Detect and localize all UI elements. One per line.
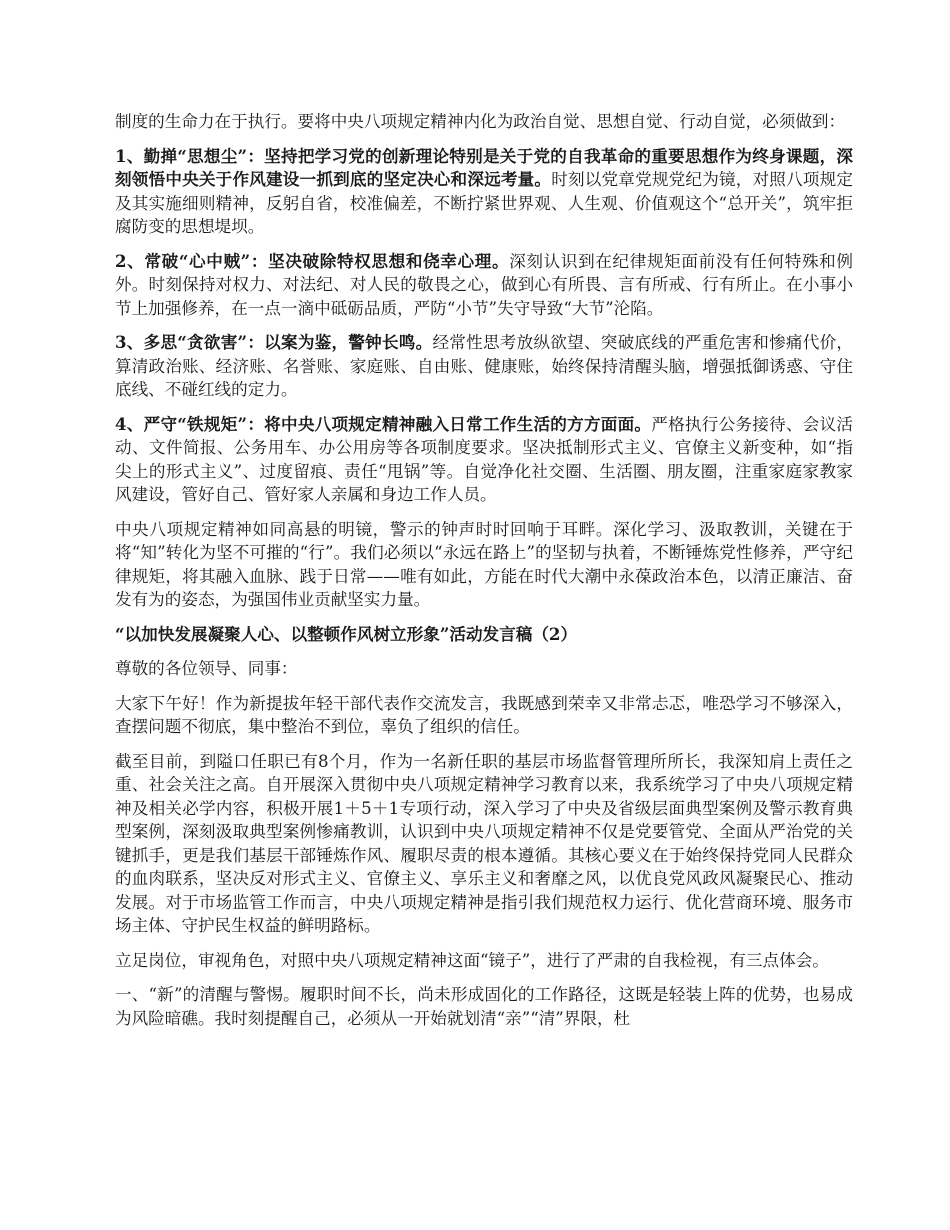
paragraph-background — [115, 750, 853, 938]
section-heading — [115, 623, 853, 647]
paragraph-text: 严格执行公务接待、会议活动、文件简报、公务用车、办公用房等各项制度要求。坚决抵制形式主义、官僚主义新变种，如“指尖上的形式主义”、过度留痕、责任“甩锅”等。自觉净化社交圈、生活圈、朋友圈，注重家庭家教家风建设，管好自己、管好家人亲属和身边工作人员。 — [115, 414, 853, 504]
heading-text: “以加快发展凝聚人心、以整顿作风树立形象”活动发言稿（2） — [115, 623, 578, 644]
paragraph-point-1 — [115, 145, 853, 239]
paragraph-text: 深刻认识到在纪律规矩面前没有任何特殊和例外。时刻保持对权力、对法纪、对人民的敬畏之心，做到心有所畏、言有所戒、行有所止。在小事小节上加强修养，在一点一滴中砥砺品质，严防“小节”失守导致“大节”沦陷。 — [115, 251, 853, 318]
paragraph-lead: 2、常破“心中贼”：坚决破除特权思想和侥幸心理。 — [115, 250, 510, 271]
paragraph-point-2 — [115, 250, 853, 321]
paragraph-text: 一、“新”的清醒与警惕。履职时间不长，尚未形成固化的工作路径，这既是轻装上阵的优势，也易成为风险暗礁。我时刻提醒自己，必须从一开始就划清“亲”“清”界限，杜 — [115, 985, 853, 1028]
paragraph-text: 尊敬的各位领导、同事： — [115, 659, 298, 678]
paragraph-self-review — [115, 949, 853, 973]
paragraph-text: 经常性思考放纵欲望、突破底线的严重危害和惨痛代价，算清政治账、经济账、名誉账、家庭账、自由账、健康账，始终保持清醒头脑，增强抵御诱惑、守住底线、不碰红线的定力。 — [115, 333, 853, 399]
paragraph-conclusion — [115, 518, 853, 612]
paragraph-text: 时刻以党章党规党纪为镜，对照八项规定及其实施细则精神，反躬自省，校准偏差，不断拧紧世界观、人生观、价值观这个“总开关”，筑牢拒腐防变的思想堤坝。 — [115, 170, 854, 236]
salutation — [115, 657, 853, 681]
paragraph-greeting — [115, 692, 853, 739]
paragraph-text: 大家下午好！作为新提拔年轻干部代表作交流发言，我既感到荣幸又非常忐忑，唯恐学习不够深入，查摆问题不彻底，集中整治不到位，辜负了组织的信任。 — [115, 693, 853, 736]
paragraph-lead: 3、多思“贪欲害”：以案为鉴，警钟长鸣。 — [115, 332, 433, 352]
paragraph-text: 中央八项规定精神如同高悬的明镜，警示的钟声时时回响于耳畔。深化学习、汲取教训，关键在于将“知”转化为坚不可摧的“行”。我们必须以“永远在路上”的坚韧与执着，不断锤炼党性修养，严守纪律规矩，将其融入血脉、践于日常——唯有如此，方能在时代大潮中永葆政治本色，以清正廉洁、奋发有为的姿态，为强国伟业贡献坚实力量。 — [115, 519, 853, 609]
paragraph-point-3 — [115, 331, 853, 402]
paragraph-lead: 1、勤掸“思想尘”：坚持把学习党的创新理论特别是关于党的自我革命的重要思想作为终身课题，深刻领悟中央关于作风建设一抓到底的坚定决心和深远考量。 — [115, 145, 853, 189]
paragraph-text: 立足岗位，审视角色，对照中央八项规定精神这面“镜子”，进行了严肃的自我检视，有三点体会。 — [115, 950, 829, 970]
paragraph-text: 截至目前，到隘口任职已有8个月，作为一名新任职的基层市场监督管理所所长，我深知肩上责任之重、社会关注之高。自开展深入贯彻中央八项规定精神学习教育以来，我系统学习了中央八项规定精神及相关必学内容，积极开展1＋5＋1专项行动，深入学习了中央及省级层面典型案例及警示教育典型案例，深刻汲取典型案例惨痛教训，认识到中央八项规定精神不仅是党要管党、全面从严治党的关键抓手，更是我们基层干部锤炼作风、履职尽责的根本遵循。其核心要义在于始终保持党同人民群众的血肉联系，坚决反对形式主义、官僚主义、享乐主义和奢靡之风，以优良党风政风凝聚民心、推动发展。对于市场监管工作而言，中央八项规定精神是指引我们规范权力运行、优化营商环境、服务市场主体、守护民生权益的鲜明路标。 — [115, 751, 853, 935]
paragraph-point-4 — [115, 413, 853, 507]
paragraph-lead: 4、严守“铁规矩”：将中央八项规定精神融入日常工作生活的方方面面。 — [115, 413, 652, 434]
paragraph-text: 制度的生命力在于执行。要将中央八项规定精神内化为政治自觉、思想自觉、行动自觉，必须做到： — [115, 112, 846, 131]
document-page — [115, 110, 853, 1041]
paragraph-intro — [115, 110, 853, 134]
paragraph-insight-1 — [115, 983, 853, 1030]
